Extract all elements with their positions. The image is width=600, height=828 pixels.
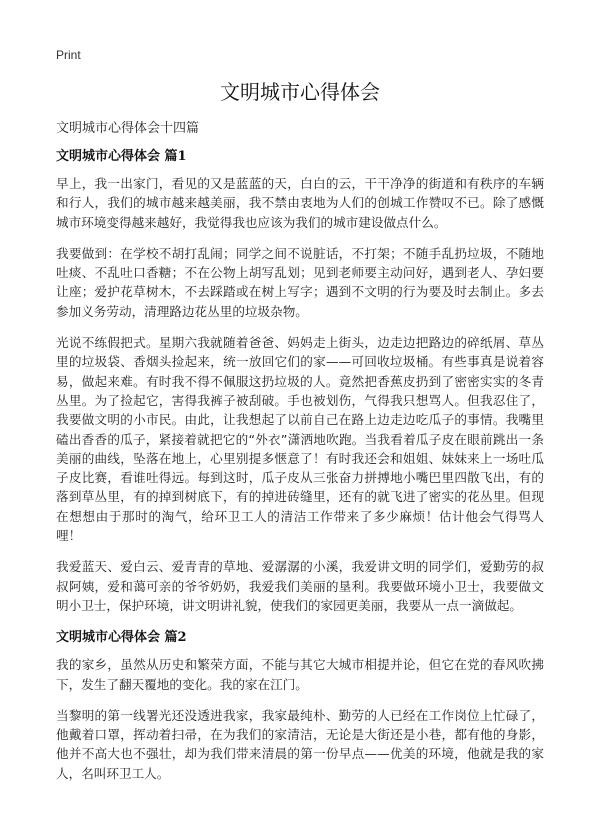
page-title: 文明城市心得体会 [220, 80, 380, 104]
paragraph: 光说不练假把式。星期六我就随着爸爸、妈妈走上街头，边走边把路边的碎纸屑、草丛里的垃圾袋、香烟头捡起来，统一放回它们的家——可回收垃圾桶。有些事真是说着容易，做起来难。有时我不得不佩服这扔垃圾的人。竟然把香蕉皮扔到了密密实实的冬青丛里。为了捡起它，害得我裤子被刮破。手也被划伤，气得我只想骂人。但我忍住了，我要做文明的小市民。由此，让我想起了以前自己在路上边走边吃瓜子的事情。我嘴里磕出香香的瓜子，紧接着就把它的“外衣”潇洒地吹跑。当我看着瓜子皮在眼前跳出一条美丽的曲线，坠落在地上，心里别提多惬意了！有时我还会和姐姐、妹妹来上一场吐瓜子皮比赛，看谁吐得远。每到这时，瓜子皮从三张奋力拼搏地小嘴巴里四散飞出，有的落到草丛里，有的掉到树底下，有的掉进砖缝里，还有的就飞进了密实的花丛里。但现在想想由于那时的淘气，给环卫工人的清洁工作带来了多少麻烦！估计他会气得骂人哩！ [56, 335, 544, 544]
paragraph: 早上，我一出家门，看见的又是蓝蓝的天，白白的云，干干净净的街道和有秩序的车辆和行人，我们的城市越来越美丽，我不禁由衷地为人们的创城工作赞叹不已。除了感慨城市环境变得越来越好，我觉得我也应该为我们的城市建设做点什么。 [56, 176, 544, 230]
document-body [56, 118, 544, 795]
paragraph: 我爱蓝天、爱白云、爱青青的草地、爱潺潺的小溪，我爱讲文明的同学们，爱勤劳的叔叔阿姨，爱和蔼可亲的爷爷奶奶，我爱我们美丽的垦利。我要做环境小卫士，我要做文明小卫士，保护环境，讲文明讲礼貌，使我们的家园更美丽，我要从一点一滴做起。 [56, 559, 544, 613]
document-subtitle: 文明城市心得体会十四篇 [56, 121, 200, 136]
section-1 [56, 146, 544, 615]
paragraph: 我要做到：在学校不胡打乱闹；同学之间不说脏话，不打架；不随手乱扔垃圾，不随地吐痰、不乱吐口香糖；不在公物上胡写乱划；见到老师要主动问好，遇到老人、孕妇要让座；爱护花草树木，不去踩踏或在树上写字；遇到不文明的行为要及时去制止。多去参加义务劳动，清理路边花丛里的垃圾杂物。 [56, 245, 544, 319]
section-2 [56, 627, 544, 783]
print-link[interactable]: Print [56, 48, 81, 62]
paragraph: 我的家乡，虽然从历史和繁荣方面，不能与其它大城市相提并论，但它在党的春风吹拂下，发生了翻天覆地的变化。我的家在江门。 [56, 657, 544, 692]
section-heading: 文明城市心得体会 篇2 [56, 630, 187, 646]
section-heading: 文明城市心得体会 篇1 [56, 149, 187, 164]
paragraph: 当黎明的第一线署光还没透进我家，我家最纯朴、勤劳的人已经在工作岗位上忙碌了，他戴着口罩，挥动着扫帚，在为我们的家清洁，无论是大街还是小巷，都有他的身影，他并不高大也不强壮，却为我们带来清晨的第一份早点——优美的环境，他就是我的家人，名叫环卫工人。 [56, 707, 544, 781]
